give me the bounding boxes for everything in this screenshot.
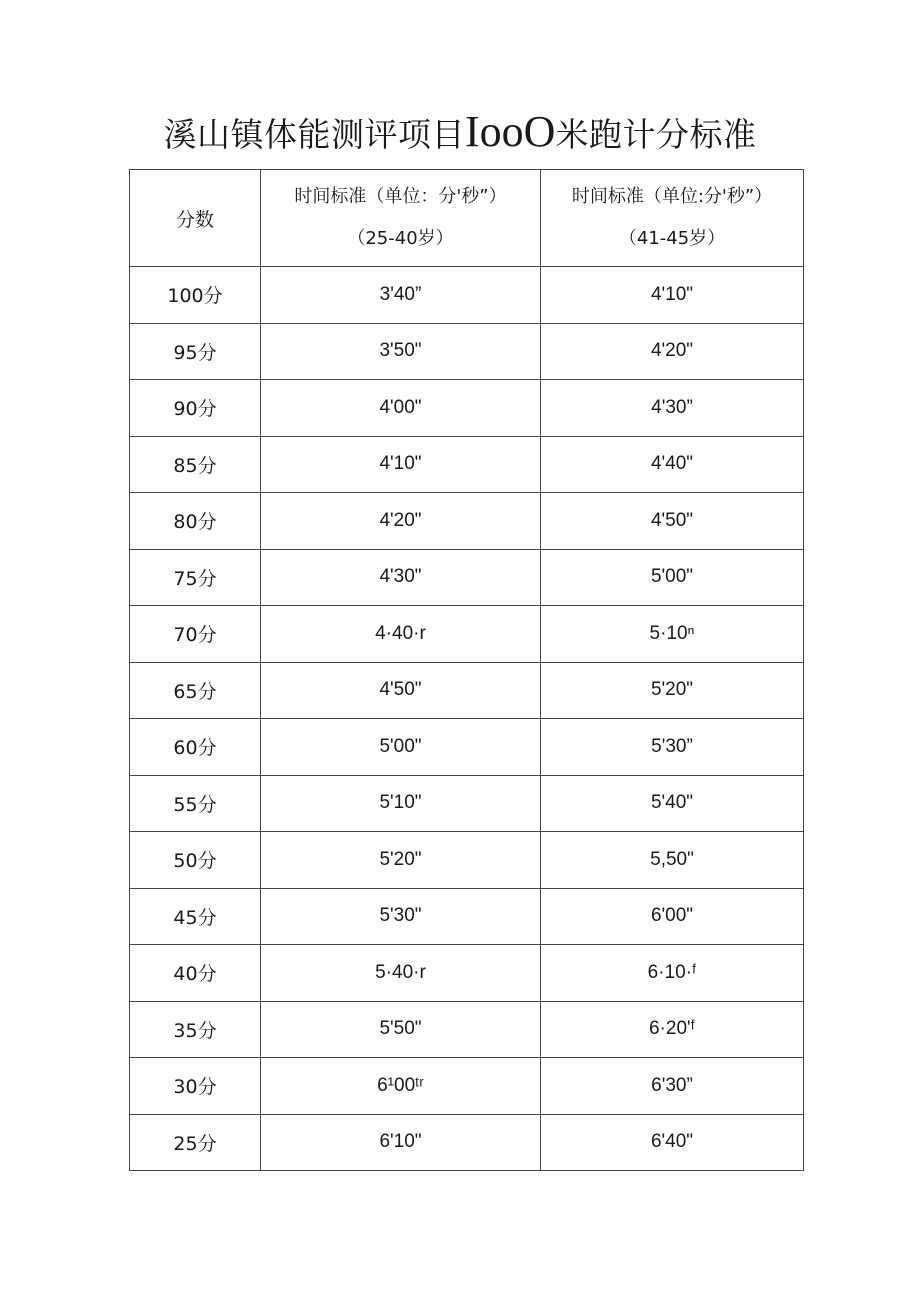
title-suffix: 米跑计分标准 (555, 115, 757, 154)
header-time-25-40 (261, 170, 541, 267)
table-row (130, 662, 804, 719)
score-cell: 45分 (130, 888, 261, 945)
score-cell: 60分 (130, 719, 261, 776)
time-cell-41-45: 6·10·ᶠ (541, 945, 804, 1002)
time-cell-25-40: 5'00" (261, 719, 541, 776)
time-cell-25-40: 5'10" (261, 775, 541, 832)
table-row (130, 832, 804, 889)
header-time-41-45-unit: 时间标准（单位:分'秒”） (571, 186, 773, 207)
table-row (130, 1001, 804, 1058)
time-cell-41-45: 6'40" (541, 1114, 804, 1171)
time-cell-25-40: 4·40·r (261, 606, 541, 663)
time-cell-25-40: 5·40·r (261, 945, 541, 1002)
table-row (130, 945, 804, 1002)
time-cell-25-40: 6¹00ᵗʳ (261, 1058, 541, 1115)
time-cell-41-45: 4'10" (541, 267, 804, 324)
header-time-41-45 (541, 170, 804, 267)
score-cell: 75分 (130, 549, 261, 606)
score-cell: 70分 (130, 606, 261, 663)
time-cell-25-40: 3'40” (261, 267, 541, 324)
time-cell-25-40: 4'20" (261, 493, 541, 550)
title-prefix: 溪山镇体能测评项目 (163, 115, 466, 154)
time-cell-41-45: 6·20'ᶠ (541, 1001, 804, 1058)
time-cell-41-45: 6'30” (541, 1058, 804, 1115)
time-cell-25-40: 5'20" (261, 832, 541, 889)
header-time-41-45-age: （41-45岁） (618, 228, 726, 249)
scoring-table (129, 169, 804, 1171)
table-row (130, 436, 804, 493)
time-cell-41-45: 6'00" (541, 888, 804, 945)
time-cell-41-45: 5·10ⁿ (541, 606, 804, 663)
table-row (130, 719, 804, 776)
score-cell: 55分 (130, 775, 261, 832)
score-cell: 30分 (130, 1058, 261, 1115)
time-cell-41-45: 5,50" (541, 832, 804, 889)
score-cell: 90分 (130, 380, 261, 437)
table-row (130, 606, 804, 663)
score-cell: 50分 (130, 832, 261, 889)
score-cell: 95分 (130, 323, 261, 380)
score-cell: 85分 (130, 436, 261, 493)
score-cell: 40分 (130, 945, 261, 1002)
time-cell-25-40: 4'30" (261, 549, 541, 606)
table-body (130, 267, 804, 1171)
header-score: 分数 (130, 170, 261, 267)
table-row (130, 380, 804, 437)
time-cell-41-45: 4'30” (541, 380, 804, 437)
header-time-25-40-age: （25-40岁） (347, 228, 454, 249)
table-row (130, 888, 804, 945)
time-cell-41-45: 5'00" (541, 549, 804, 606)
table-row (130, 493, 804, 550)
time-cell-41-45: 4'20" (541, 323, 804, 380)
table-header-row (130, 170, 804, 267)
time-cell-25-40: 4'00" (261, 380, 541, 437)
header-time-25-40-unit: 时间标准（单位：分'秒”） (294, 186, 507, 207)
table-row (130, 775, 804, 832)
table-row (130, 549, 804, 606)
score-cell: 25分 (130, 1114, 261, 1171)
time-cell-41-45: 5'40" (541, 775, 804, 832)
page-title (0, 108, 920, 159)
time-cell-25-40: 4'50" (261, 662, 541, 719)
score-cell: 100分 (130, 267, 261, 324)
table-row (130, 323, 804, 380)
score-cell: 80分 (130, 493, 261, 550)
table-row (130, 267, 804, 324)
time-cell-25-40: 5'50" (261, 1001, 541, 1058)
table-row (130, 1114, 804, 1171)
table-row (130, 1058, 804, 1115)
score-cell: 65分 (130, 662, 261, 719)
time-cell-25-40: 3'50" (261, 323, 541, 380)
time-cell-25-40: 4'10" (261, 436, 541, 493)
time-cell-41-45: 5'30” (541, 719, 804, 776)
time-cell-41-45: 5'20" (541, 662, 804, 719)
time-cell-41-45: 4'40" (541, 436, 804, 493)
title-number: IooO (465, 107, 556, 156)
time-cell-41-45: 4'50" (541, 493, 804, 550)
time-cell-25-40: 5'30" (261, 888, 541, 945)
time-cell-25-40: 6'10" (261, 1114, 541, 1171)
score-cell: 35分 (130, 1001, 261, 1058)
